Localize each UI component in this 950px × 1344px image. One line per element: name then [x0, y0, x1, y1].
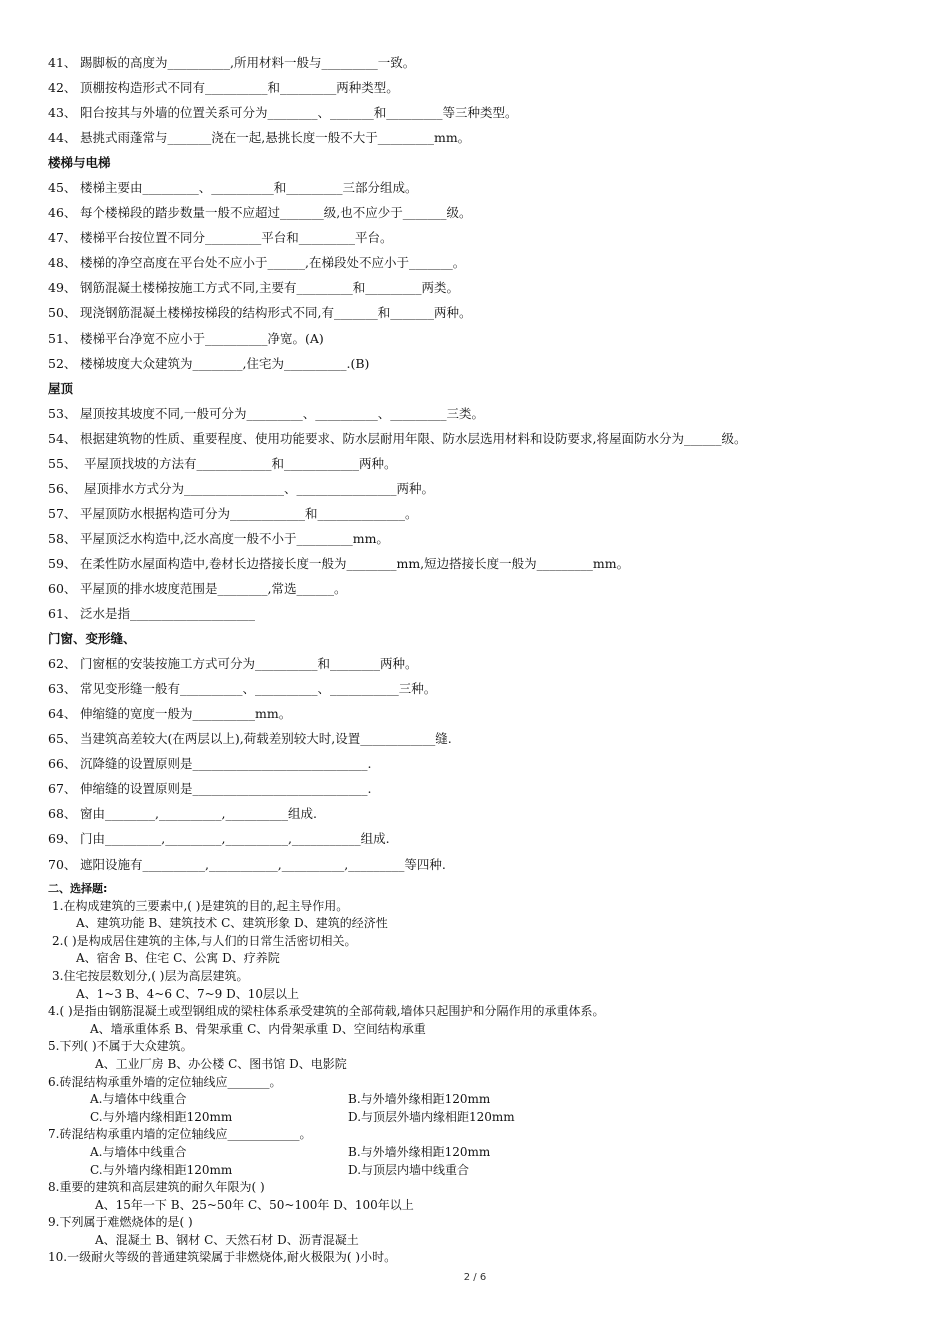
choice-option: D.与顶层内墙中线重合	[348, 1162, 470, 1177]
question-text: 屋顶排水方式分为________________、________________两种。	[80, 480, 434, 496]
question-item	[0, 551, 950, 576]
question-text: 在柔性防水屋面构造中,卷材长边搭接长度一般为________mm,短边搭接长度一般为_________mm。	[80, 555, 630, 571]
choice-options: A、建筑功能 B、建筑技术 C、建筑形象 D、建筑的经济性	[76, 916, 388, 931]
choice-question: 1.在构成建筑的三要素中,( )是建筑的目的,起主导作用。	[52, 898, 349, 913]
question-item	[0, 326, 950, 351]
question-text: 遮阳设施有__________,___________,__________,_________等四种.	[80, 856, 446, 872]
choice-options: A、墙承重体系 B、骨架承重 C、内骨架承重 D、空间结构承重	[90, 1021, 426, 1036]
question-text: 沉降缝的设置原则是____________________________.	[80, 756, 372, 772]
choice-option: D.与顶层外墙内缘相距120mm	[348, 1109, 515, 1124]
question-number: 42、	[48, 80, 77, 96]
choice-question: 8.重要的建筑和高层建筑的耐久年限为( )	[48, 1180, 265, 1195]
question-text: 屋顶按其坡度不同,一般可分为_________、__________、_________三类。	[80, 405, 484, 421]
question-item	[0, 701, 950, 726]
choice-options: A、混凝土 B、钢材 C、天然石材 D、沥青混凝土	[95, 1232, 359, 1247]
question-item	[0, 300, 950, 325]
question-text: 平屋顶泛水构造中,泛水高度一般不小于_________mm。	[80, 530, 389, 546]
choice-option: A.与墙体中线重合	[90, 1144, 187, 1159]
question-number: 58、	[48, 530, 77, 546]
question-text: 阳台按其与外墙的位置关系可分为________、_______和_________等三种类型。	[80, 105, 518, 121]
question-item	[0, 75, 950, 100]
question-number: 48、	[48, 255, 77, 271]
question-text: 现浇钢筋混凝土楼梯按梯段的结构形式不同,有_______和_______两种。	[80, 305, 472, 321]
choice-options	[0, 1144, 950, 1162]
choice-option: A.与墙体中线重合	[90, 1092, 187, 1107]
question-number: 55、	[48, 455, 77, 471]
page-number: 2 / 6	[463, 1272, 487, 1283]
choice-option: C.与外墙内缘相距120mm	[90, 1162, 233, 1177]
choice-heading: 二、选择题:	[48, 882, 108, 895]
question-item	[0, 200, 950, 225]
question-item	[0, 401, 950, 426]
fill-in-blank-section	[0, 50, 950, 877]
question-number: 62、	[48, 656, 77, 672]
question-number: 43、	[48, 105, 77, 121]
question-item	[0, 801, 950, 826]
question-text: 悬挑式雨蓬常与_______浇在一起,悬挑长度一般不大于_________mm。	[80, 130, 471, 146]
multiple-choice-section	[0, 880, 950, 1267]
question-text: 顶棚按构造形式不同有__________和_________两种类型。	[80, 80, 399, 96]
question-text: 楼梯主要由_________、__________和_________三部分组成。	[80, 180, 418, 196]
choice-options: A、工业厂房 B、办公楼 C、图书馆 D、电影院	[95, 1056, 347, 1071]
question-item	[0, 476, 950, 501]
question-number: 59、	[48, 555, 77, 571]
question-number: 65、	[48, 731, 77, 747]
choice-question: 4.( )是指由钢筋混凝土或型钢组成的梁柱体系承受建筑的全部荷载,墙体只起围护和分隔作用的承重体系。	[48, 1004, 605, 1019]
question-number: 70、	[48, 856, 77, 872]
question-item	[0, 726, 950, 751]
question-item	[0, 751, 950, 776]
question-text: 平屋顶的排水坡度范围是________,常选______。	[80, 580, 347, 596]
choice-question: 3.住宅按层数划分,( )层为高层建筑。	[52, 968, 249, 983]
question-text: 每个楼梯段的踏步数量一般不应超过_______级,也不应少于_______级。	[80, 205, 472, 221]
question-item	[0, 50, 950, 75]
question-item	[0, 175, 950, 200]
question-number: 69、	[48, 831, 77, 847]
choice-options: A、宿舍 B、住宅 C、公寓 D、疗养院	[76, 951, 280, 966]
question-item	[0, 501, 950, 526]
choice-question: 9.下列属于难燃烧体的是( )	[48, 1215, 193, 1230]
question-item	[0, 651, 950, 676]
question-number: 67、	[48, 781, 77, 797]
question-number: 50、	[48, 305, 77, 321]
choice-option: C.与外墙内缘相距120mm	[90, 1109, 233, 1124]
question-text: 平屋顶找坡的方法有____________和____________两种。	[80, 455, 397, 471]
question-item	[0, 451, 950, 476]
section-heading: 楼梯与电梯	[48, 155, 111, 171]
question-text: 泛水是指____________________	[80, 606, 256, 622]
question-item	[0, 351, 950, 376]
question-text: 门窗框的安装按施工方式可分为__________和________两种。	[80, 656, 418, 672]
question-item	[0, 426, 950, 451]
question-number: 41、	[48, 55, 77, 70]
question-number: 61、	[48, 606, 77, 622]
question-number: 44、	[48, 130, 77, 146]
question-number: 66、	[48, 756, 77, 772]
question-number: 52、	[48, 355, 77, 371]
question-text: 当建筑高差较大(在两层以上),荷载差别较大时,设置____________缝.	[80, 731, 452, 747]
question-number: 49、	[48, 280, 77, 296]
question-item	[0, 776, 950, 801]
choice-options: A、15年一下 B、25~50年 C、50~100年 D、100年以上	[95, 1197, 414, 1212]
question-text: 楼梯平台按位置不同分_________平台和_________平台。	[80, 230, 393, 246]
question-text: 根据建筑物的性质、重要程度、使用功能要求、防水层耐用年限、防水层选用材料和设防要求,将屋面防水分为______级。	[80, 430, 747, 446]
question-number: 51、	[48, 330, 77, 346]
question-item	[0, 125, 950, 150]
question-item	[0, 275, 950, 300]
section-heading: 屋顶	[48, 380, 74, 396]
choice-options	[0, 1162, 950, 1180]
question-number: 45、	[48, 180, 77, 196]
question-item	[0, 826, 950, 851]
choice-options	[0, 1109, 950, 1127]
question-number: 68、	[48, 806, 77, 822]
question-text: 楼梯坡度大众建筑为________,住宅为__________.(B)	[80, 355, 370, 371]
choice-question: 10.一级耐火等级的普通建筑梁属于非燃烧体,耐火极限为( )小时。	[48, 1250, 397, 1265]
question-text: 钢筋混凝土楼梯按施工方式不同,主要有_________和_________两类。	[80, 280, 459, 296]
choice-option: B.与外墙外缘相距120mm	[348, 1092, 491, 1107]
question-item	[0, 526, 950, 551]
choice-question: 5.下列( )不属于大众建筑。	[48, 1039, 193, 1054]
question-number: 56、	[48, 480, 77, 496]
question-item	[0, 601, 950, 626]
question-text: 常见变形缝一般有__________、__________、___________三种。	[80, 681, 437, 697]
question-number: 57、	[48, 505, 77, 521]
choice-option: B.与外墙外缘相距120mm	[348, 1144, 491, 1159]
question-item	[0, 250, 950, 275]
choice-question: 7.砖混结构承重内墙的定位轴线应____________。	[48, 1127, 312, 1142]
question-item	[0, 576, 950, 601]
question-text: 踢脚板的高度为__________,所用材料一般与_________一致。	[80, 55, 416, 70]
question-text: 伸缩缝的宽度一般为__________mm。	[80, 706, 292, 722]
question-number: 54、	[48, 430, 77, 446]
question-number: 63、	[48, 681, 77, 697]
question-number: 46、	[48, 205, 77, 221]
question-text: 伸缩缝的设置原则是____________________________.	[80, 781, 372, 797]
choice-options: A、1~3 B、4~6 C、7~9 D、10层以上	[76, 986, 299, 1001]
question-text: 窗由________,__________,__________组成.	[80, 806, 317, 822]
question-number: 64、	[48, 706, 77, 722]
question-number: 47、	[48, 230, 77, 246]
question-item	[0, 676, 950, 701]
choice-rows	[0, 898, 950, 1267]
question-number: 53、	[48, 405, 77, 421]
choice-options	[0, 1091, 950, 1109]
question-text: 楼梯平台净宽不应小于__________净宽。(A)	[80, 330, 324, 346]
question-text: 门由_________,_________,__________,___________组成.	[80, 831, 390, 847]
choice-question: 2.( )是构成居住建筑的主体,与人们的日常生活密切相关。	[52, 933, 357, 948]
choice-question: 6.砖混结构承重外墙的定位轴线应_______。	[48, 1074, 282, 1089]
question-item	[0, 225, 950, 250]
question-item	[0, 100, 950, 125]
section-heading: 门窗、变形缝、	[48, 631, 136, 647]
question-number: 60、	[48, 580, 77, 596]
question-text: 平屋顶防水根据构造可分为____________和______________。	[80, 505, 418, 521]
question-text: 楼梯的净空高度在平台处不应小于______,在梯段处不应小于_______。	[80, 255, 466, 271]
question-item	[0, 852, 950, 877]
